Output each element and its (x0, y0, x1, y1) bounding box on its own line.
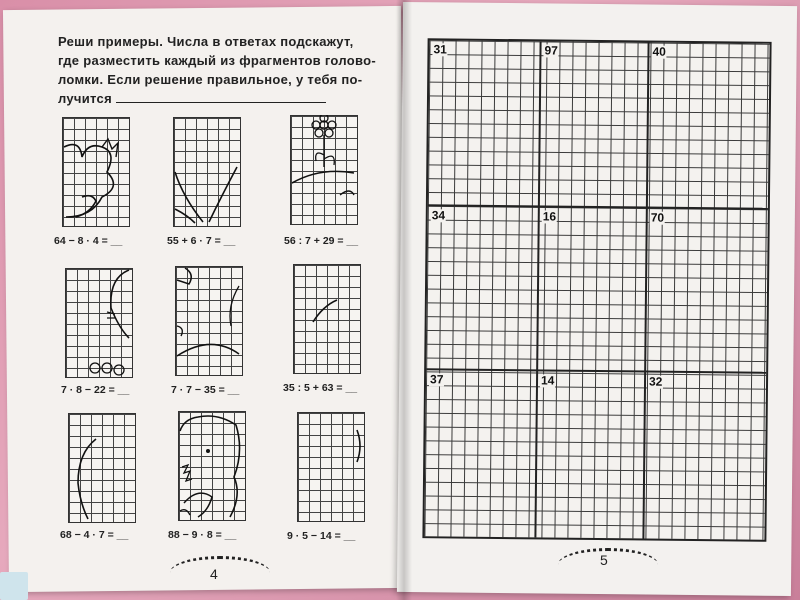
left-page-ornament (170, 556, 270, 589)
tile-equation: 56 : 7 + 29 = __ (284, 235, 359, 247)
grid-divider (642, 43, 649, 539)
tile-equation: 64 − 8 · 4 = __ (54, 235, 123, 247)
instruction-prefix: лучится (58, 91, 112, 106)
tile-drawing-mouse (178, 411, 244, 519)
task-instructions (58, 32, 378, 108)
answer-cell-label: 37 (429, 372, 444, 387)
tile-equation: 88 − 9 · 8 = __ (168, 529, 237, 541)
answer-cell-label: 40 (652, 44, 666, 59)
right-page-ornament (558, 548, 658, 581)
tile-equation: 9 · 5 − 14 = __ (287, 530, 356, 542)
tile-drawing-bird (62, 117, 128, 225)
instruction-line-2: где разместить каждый из фрагментов голово- (58, 53, 376, 68)
left-page-number: 4 (210, 566, 218, 582)
instruction-line-3: ломки. Если решение правильное, у тебя по- (58, 72, 363, 87)
tile-drawing-ears (173, 117, 239, 225)
answer-cell-label: 14 (540, 373, 555, 388)
answer-cell-label: 31 (433, 42, 447, 57)
tile-drawing-cat-face (65, 268, 131, 376)
answer-cell-label: 34 (431, 208, 446, 223)
tile-drawing-arc (297, 412, 363, 520)
tile-equation: 7 · 7 − 35 = __ (171, 384, 240, 396)
answer-blank-line (116, 92, 326, 103)
tile-drawing-short-curve (293, 264, 359, 372)
instruction-line-4 (58, 89, 378, 108)
grid-divider (428, 204, 768, 210)
grid-divider (534, 41, 541, 537)
answer-cell-label: 97 (544, 43, 558, 58)
tile-equation: 7 · 8 − 22 = __ (61, 384, 130, 396)
book-spine (396, 0, 412, 600)
answer-grid (422, 38, 771, 542)
answer-cell-label: 32 (648, 374, 663, 389)
tile-equation: 68 − 4 · 7 = __ (60, 529, 129, 541)
tile-drawing-flower (290, 115, 356, 223)
tile-equation: 35 : 5 + 63 = __ (283, 382, 358, 394)
instruction-line-1: Реши примеры. Числа в ответах подскажут, (58, 34, 354, 49)
answer-cell-label: 16 (542, 209, 557, 224)
background-object (0, 572, 28, 600)
tile-drawing-ear (68, 413, 134, 521)
tile-drawing-curve (175, 266, 241, 374)
tile-equation: 55 + 6 · 7 = __ (167, 235, 236, 247)
grid-divider (426, 368, 766, 374)
right-page-number: 5 (600, 552, 608, 568)
answer-cell-label: 70 (650, 210, 665, 225)
